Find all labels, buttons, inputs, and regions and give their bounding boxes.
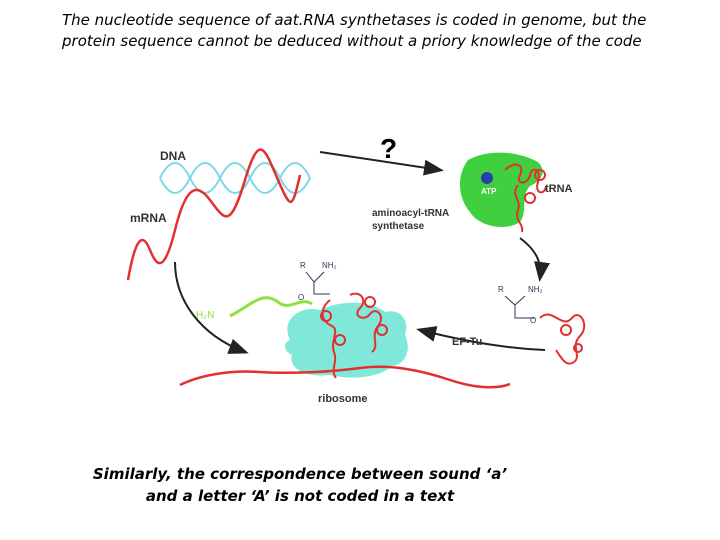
o-left-label: O xyxy=(298,293,305,302)
bottom-statement xyxy=(80,463,520,507)
atp-dot xyxy=(481,172,493,184)
r-right-label: R xyxy=(498,285,504,294)
ribosome-label: ribosome xyxy=(318,393,368,405)
mrna-label: mRNA xyxy=(130,211,167,225)
question-mark: ? xyxy=(380,133,398,164)
ef-tu-label: EF-Tu xyxy=(452,336,483,348)
synthetase-label-2: synthetase xyxy=(372,221,425,232)
r-left-label: R xyxy=(300,261,306,270)
nh2-right-label: NH₂ xyxy=(528,285,543,294)
dna-helix xyxy=(160,163,310,193)
amino-acid-left xyxy=(298,261,337,302)
synthetase-shape xyxy=(460,153,543,227)
synthetase-label-1: aminoacyl-tRNA xyxy=(372,208,450,219)
aminoacyl-trna-right xyxy=(498,285,584,364)
dna-label: DNA xyxy=(160,149,186,163)
trna-label: tRNA xyxy=(545,183,573,195)
atp-label: ATP xyxy=(481,187,497,196)
o-right-label: O xyxy=(530,316,537,325)
nh2-left-label: NH₂ xyxy=(322,261,337,270)
arrow-to-ribosome xyxy=(175,262,245,352)
h2n-label: H₂N xyxy=(196,310,215,321)
arrow-charging xyxy=(520,238,540,278)
top-statement: The nucleotide sequence of aat.RNA synthetases is coded in genome, but the protein sequence cannot be deduced without a priory knowledge of the code xyxy=(62,11,647,50)
bottom-line-1: Similarly, the correspondence between sound ‘a’ xyxy=(92,465,508,483)
bottom-line-2: and a letter ‘A’ is not coded in a text xyxy=(145,487,455,505)
arrow-ef-tu xyxy=(420,330,545,350)
